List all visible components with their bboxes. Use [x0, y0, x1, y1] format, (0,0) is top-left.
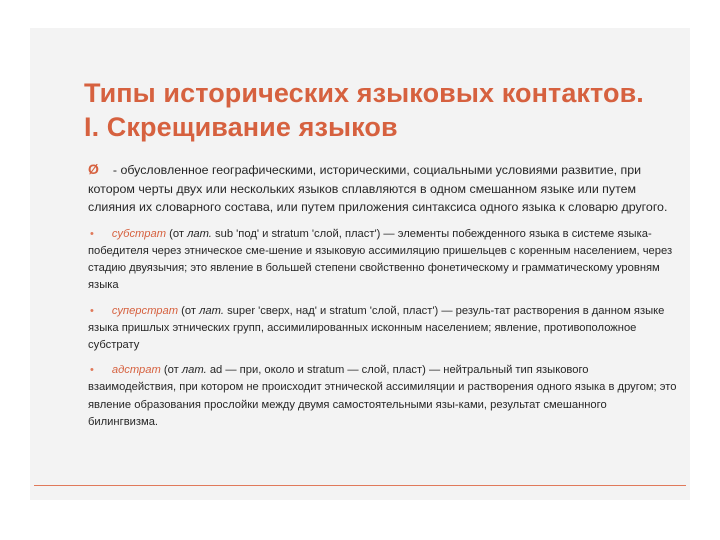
bullet-icon: • [90, 227, 94, 240]
term-abbr: лат. [187, 227, 212, 240]
footer-divider [34, 485, 686, 486]
term-item-substrate [88, 226, 678, 295]
page-title [84, 76, 684, 144]
arrow-bullet-icon: Ø [88, 161, 99, 177]
term-pre: (от [178, 304, 200, 317]
term-name: адстрат [111, 364, 161, 377]
lead-text: - обусловленное географическими, историческими, социальными условиями развитие, при котором черты двух или нескольких языков сплавляются в одном смешанном языке или путем слияния их словарного состава, или путем приложения синтаксиса одного языка к словарю другого. [88, 163, 668, 215]
bullet-icon: • [90, 364, 94, 377]
bullet-icon: • [90, 304, 94, 317]
term-item-superstrate [88, 303, 678, 355]
content-body [88, 160, 678, 439]
lead-paragraph [88, 160, 678, 217]
term-abbr: лат. [181, 364, 207, 377]
term-pre: (от [166, 227, 188, 240]
term-definition: super 'сверх, над' и stratum 'слой, пласт') — резуль-тат растворения в данном языке языка пришлых этнических групп, ассимилированных исконным населением; явление, противоположное субстрату [88, 304, 665, 351]
term-name: субстрат [111, 227, 167, 240]
term-abbr: лат. [199, 304, 224, 317]
title-line-1: Типы исторических языковых контактов. [84, 78, 644, 109]
term-pre: (от [160, 364, 182, 377]
term-item-adstrate [88, 362, 678, 431]
term-definition: sub 'под' и stratum 'слой, пласт') — элементы побежденного языка в системе языка-победителя через этническое сме-шение и языковую ассимиляцию пришельцев с коренным населением, через стадию двуязычия; это явление в большей степени свойственно фонетическому и грамматическому уровням языка [88, 227, 673, 292]
title-line-2: I. Скрещивание языков [84, 112, 398, 143]
term-definition: ad — при, около и stratum — слой, пласт) — нейтральный тип языкового взаимодействия, при котором не происходит этнической ассимиляции и растворения одного языка в другом; это явление образования прослойки между двумя самостоятельными язы-ками, результат смешанного билингвизма. [88, 364, 677, 428]
term-name: суперстрат [111, 304, 179, 317]
